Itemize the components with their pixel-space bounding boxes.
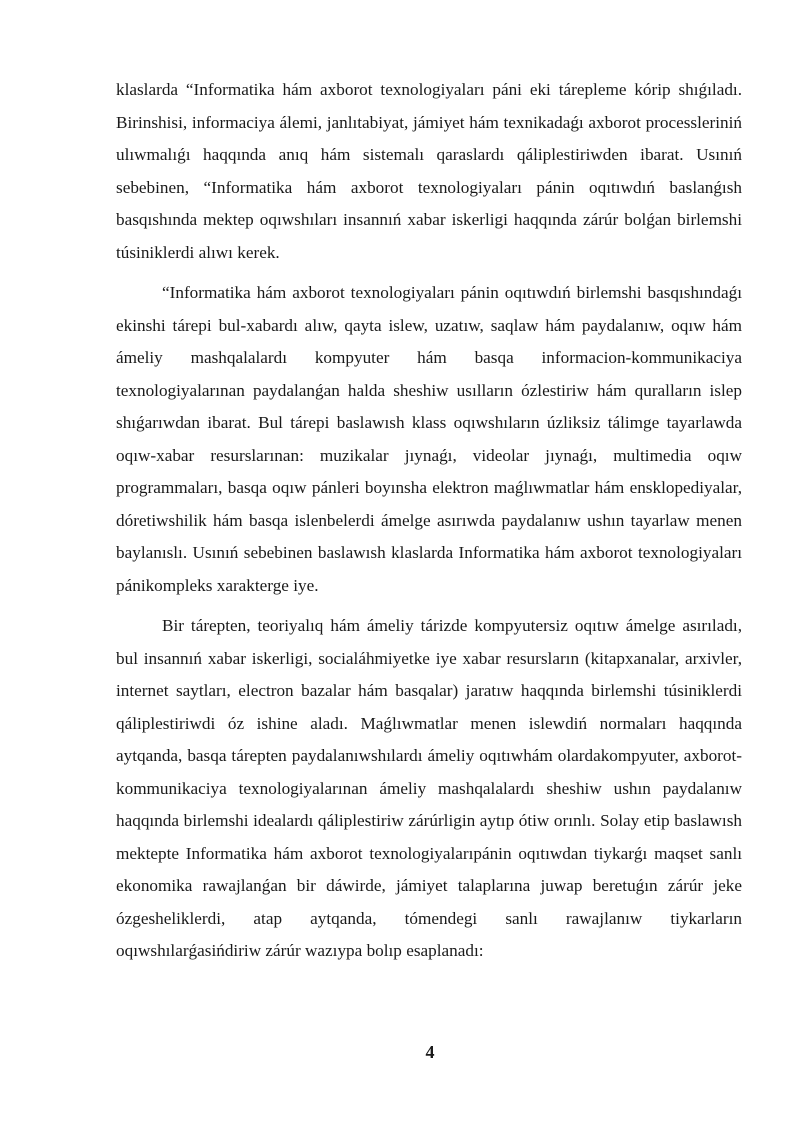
body-text: [116, 74, 742, 976]
paragraph-2: “Informatika hám axborot texnologiyaları pánin oqıtıwdıń birlemshi basqıshındaǵı ekinshi tárepi bul-xabardı alıw, qayta islew, uzatıw, saqlaw hám paydalanıw, oqıw hám ámeliy mashqalalardı kompyuter hám basqa informacion-kommunikaciya texnologiyalarınan paydalanǵan halda sheshiw usılların ózlestiriw hám quralların islep shıǵarıwdan ibarat. Bul tárepi baslawısh klass oqıwshıların úzliksiz tálimge tayarlawda oqıw-xabar resurslarınan: muzikalar jıynaǵı, videolar jıynaǵı, multimedia oqıw programmaları, basqa oqıw pánleri boyınsha elektron maǵlıwmatlar hám ensklopediyalar, dóretiwshilik hám basqa islenbelerdi ámelge asırıwda paydalanıw ushın tayarlaw menen baylanıslı. Usınıń sebebinen baslawısh klaslarda Informatika hám axborot texnologiyaları pánikompleks xarakterge iye.: [116, 283, 742, 595]
paragraph-1: klaslarda “Informatika hám axborot texnologiyaları páni eki tárepleme kórip shıǵıladı. Birinshisi, informaciya álemi, janlıtabiyat, jámiyet hám texnikadaǵı axborot processleriniń ulıwmalıǵı haqqında anıq hám sistemalı qaraslardı qáliplestiriwden ibarat. Usınıń sebebinen, “Informatika hám axborot texnologiyaları pánin oqıtıwdıń baslanǵısh basqıshında mektep oqıwshıları insannıń xabar iskerligi haqqında zárúr bolǵan birlemshi túsiniklerdi alıwı kerek.: [116, 80, 742, 262]
page-number: 4: [425, 1042, 435, 1062]
paragraph-3: Bir tárepten, teoriyalıq hám ámeliy tárizde kompyutersiz oqıtıw ámelge asırıladı, bul insannıń xabar iskerligi, socialáhmiyetke iye xabar resursların (kitapxanalar, arxivler, internet saytları, electron bazalar hám basqalar) jaratıw haqqında birlemshi túsiniklerdi qáliplestiriwdi óz ishine aladı. Maǵlıwmatlar menen islewdiń normaları haqqında aytqanda, basqa tárepten paydalanıwshılardı ámeliy oqıtıwhám olardakompyuter, axborot-kommunikaciya texnologiyalarınan ámeliy mashqalalardı sheshiw ushın paydalanıw haqqında birlemshi idealardı qáliplestiriw zárúrligin aytıp ótiw orınlı. Solay etip baslawısh mektepte Informatika hám axborot texnologiyalarıpánin oqıtıwdan tiykarǵı maqset sanlı ekonomika rawajlanǵan bir dáwirde, jámiyet talaplarına juwap beretuǵın zárúr jeke ózgesheliklerdi, atap aytqanda, tómendegi sanlı rawajlanıw tiykarların oqıwshılarǵasińdiriw zárúr wazıypa bolıp esaplanadı:: [116, 616, 742, 960]
